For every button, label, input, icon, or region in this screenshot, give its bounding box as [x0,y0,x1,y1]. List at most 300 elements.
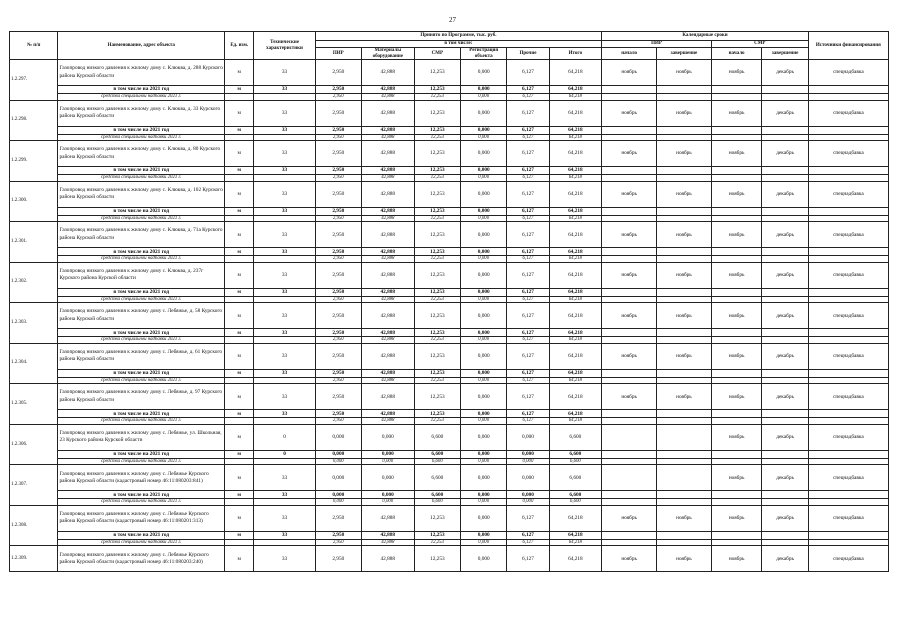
total-pir: 2,950 [315,167,361,175]
cell-pir-end [657,465,712,491]
cell-pir: 0,000 [315,424,361,450]
cell-unit: м [224,262,254,288]
fund-pir: 2,950 [315,134,361,141]
fund-reg: 0,000 [461,175,507,182]
cell-reg: 0,000 [461,424,507,450]
fund-other: 6,127 [507,134,549,141]
table-row [10,181,889,207]
fund-smr: 12,253 [414,337,460,344]
col-pir: ПИР [315,48,361,60]
cell-total: 6,600 [549,465,602,491]
empty-cell [711,369,762,377]
cell-reg: 0,000 [461,100,507,126]
total-smr: 12,253 [414,410,460,418]
cell-unit: м [224,546,254,572]
cell-unit: м [224,303,254,329]
cell-total: 64,218 [549,222,602,248]
special-fund-label: средства специальной надбавки 2021 г. [58,215,225,222]
total-pir: 2,950 [315,288,361,296]
total-reg: 0,000 [461,329,507,337]
cell-smr-start: ноябрь [711,465,762,491]
cell-mat: 0,000 [361,424,414,450]
fund-smr: 12,253 [414,539,460,546]
cell-source: спецнадбавка [808,262,888,288]
cell-other: 6,127 [507,546,549,572]
empty-cell [762,369,808,377]
cell-tech: 0 [254,424,315,450]
object-name: Газопровод низкого давления к жилому дому с. Клюква, д. 288 Курского района Курской области [58,60,225,86]
total-other: 6,127 [507,288,549,296]
fund-total: 64,218 [549,175,602,182]
total-tech: 33 [254,207,315,215]
cell-mat: 42,888 [361,222,414,248]
fund-smr: 12,253 [414,256,460,263]
total-mat: 42,888 [361,248,414,256]
cell-pir-start: ноябрь [602,343,657,369]
cell-mat: 42,888 [361,505,414,531]
cell-source: спецнадбавка [808,384,888,410]
empty-cell [711,167,762,175]
cell-tech: 33 [254,465,315,491]
cell-pir: 2,950 [315,303,361,329]
empty-cell [602,167,657,175]
total-smr: 12,253 [414,167,460,175]
fund-reg: 0,000 [461,337,507,344]
fund-reg: 0,000 [461,256,507,263]
total-smr: 12,253 [414,288,460,296]
total-unit: м [224,167,254,175]
table-row [10,465,889,491]
cell-mat: 42,888 [361,181,414,207]
cell-source: спецнадбавка [808,222,888,248]
object-name: Газопровод низкого давления к жилому дому с. Клюква, д. 80 Курского района Курской области [58,141,225,167]
cell-source: спецнадбавка [808,343,888,369]
total-other: 6,127 [507,531,549,539]
fund-reg: 0,000 [461,296,507,303]
table-row [10,222,889,248]
total-other: 6,127 [507,126,549,134]
total-unit: м [224,207,254,215]
fund-other: 6,127 [507,94,549,101]
cell-source: спецнадбавка [808,303,888,329]
total-tech: 33 [254,369,315,377]
cell-pir-start: ноябрь [602,100,657,126]
cell-pir-end: ноябрь [657,384,712,410]
empty-cell [762,491,808,499]
cell-other: 6,127 [507,262,549,288]
fund-total: 64,218 [549,539,602,546]
cell-tech: 33 [254,384,315,410]
total-2021-row [10,86,889,94]
fund-pir: 2,950 [315,377,361,384]
cell-total: 64,218 [549,384,602,410]
fund-other: 6,127 [507,175,549,182]
total-pir: 2,950 [315,86,361,94]
object-name: Газопровод низкого давления к жилому дому с. Лебяжье Курского района Курской области (кадастровый номер 46:11:080203:841) [58,465,225,491]
fund-mat: 42,888 [361,296,414,303]
total-2021-label: в том числе на 2021 год [58,329,225,337]
cell-total: 64,218 [549,100,602,126]
cell-pir: 2,950 [315,546,361,572]
col-program: Принято по Программе, тыс. руб. [315,32,602,41]
empty-cell [657,126,712,134]
total-tech: 33 [254,329,315,337]
empty-cell [808,369,888,377]
cell-tech: 33 [254,222,315,248]
cell-smr: 12,253 [414,141,460,167]
cell-reg: 0,000 [461,465,507,491]
fund-mat: 0,000 [361,458,414,465]
total-2021-row [10,167,889,175]
fund-total: 64,218 [549,256,602,263]
col-total: Итого [549,48,602,60]
cell-smr: 12,253 [414,60,460,86]
table-body [10,60,889,572]
cell-other: 6,127 [507,60,549,86]
fund-reg: 0,000 [461,377,507,384]
cell-reg: 0,000 [461,60,507,86]
total-unit: м [224,491,254,499]
cell-unit: м [224,100,254,126]
cell-smr: 12,253 [414,384,460,410]
cell-smr: 12,253 [414,546,460,572]
cell-smr-start: ноябрь [711,505,762,531]
total-other: 6,127 [507,369,549,377]
cell-smr-end: декабрь [762,303,808,329]
total-2021-row [10,410,889,418]
empty-cell [657,410,712,418]
cell-tech: 33 [254,60,315,86]
cell-pir: 2,950 [315,181,361,207]
cell-total: 64,218 [549,343,602,369]
cell-total: 64,218 [549,303,602,329]
cell-pir-start: ноябрь [602,384,657,410]
fund-other: 6,127 [507,418,549,425]
empty-cell [711,86,762,94]
total-total: 64,218 [549,531,602,539]
total-unit: м [224,248,254,256]
cell-pir: 2,950 [315,141,361,167]
empty-cell [657,450,712,458]
fund-total: 64,218 [549,94,602,101]
empty-cell [657,491,712,499]
total-other: 6,127 [507,86,549,94]
cell-pir: 2,950 [315,262,361,288]
special-fund-label: средства специальной надбавки 2021 г. [58,94,225,101]
cell-unit: м [224,384,254,410]
cell-unit: м [224,141,254,167]
row-number: 1.2.309. [10,546,58,572]
total-total: 64,218 [549,167,602,175]
total-other: 6,127 [507,248,549,256]
cell-reg: 0,000 [461,222,507,248]
fund-other: 0,000 [507,499,549,506]
cell-smr-start: ноябрь [711,100,762,126]
cell-pir: 2,950 [315,505,361,531]
total-total: 6,600 [549,491,602,499]
fund-pir: 2,950 [315,418,361,425]
cell-pir: 2,950 [315,384,361,410]
empty-cell [808,86,888,94]
cell-total: 64,218 [549,505,602,531]
row-number: 1.2.301. [10,222,58,263]
cell-other: 6,127 [507,343,549,369]
table-header [10,32,889,60]
total-2021-label: в том числе на 2021 год [58,531,225,539]
cell-pir-start: ноябрь [602,60,657,86]
cell-pir-start [602,424,657,450]
cell-source: спецнадбавка [808,100,888,126]
cell-source: спецнадбавка [808,505,888,531]
empty-cell [602,288,657,296]
total-mat: 42,888 [361,369,414,377]
fund-other: 6,127 [507,296,549,303]
fund-total: 64,218 [549,377,602,384]
empty-cell [657,207,712,215]
total-reg: 0,000 [461,450,507,458]
cell-smr-start: ноябрь [711,60,762,86]
col-other: Прочие [507,48,549,60]
objects-table [9,31,889,572]
total-pir: 2,950 [315,410,361,418]
fund-smr: 12,253 [414,175,460,182]
cell-smr-start: ноябрь [711,262,762,288]
fund-smr: 6,600 [414,499,460,506]
cell-mat: 42,888 [361,343,414,369]
cell-pir-end: ноябрь [657,546,712,572]
cell-smr: 12,253 [414,100,460,126]
fund-pir: 2,950 [315,175,361,182]
cell-smr-end: декабрь [762,546,808,572]
total-tech: 33 [254,410,315,418]
cell-smr-end: декабрь [762,384,808,410]
empty-cell [808,491,888,499]
object-name: Газопровод низкого давления к жилому дому с. Лебяжье, д. 61 Курского района Курской области [58,343,225,369]
special-fund-label: средства специальной надбавки 2021 г. [58,499,225,506]
total-reg: 0,000 [461,126,507,134]
total-reg: 0,000 [461,410,507,418]
cell-reg: 0,000 [461,546,507,572]
cell-other: 6,127 [507,384,549,410]
cell-smr-end: декабрь [762,141,808,167]
total-mat: 0,000 [361,491,414,499]
cell-tech: 33 [254,303,315,329]
empty-cell [762,86,808,94]
total-mat: 42,888 [361,167,414,175]
cell-mat: 42,888 [361,303,414,329]
table-row [10,100,889,126]
total-mat: 42,888 [361,531,414,539]
total-smr: 12,253 [414,531,460,539]
cell-pir: 2,950 [315,100,361,126]
cell-other: 6,127 [507,303,549,329]
fund-reg: 0,000 [461,499,507,506]
cell-smr-start: ноябрь [711,343,762,369]
col-cal-pir: ПИР [602,41,712,48]
total-2021-label: в том числе на 2021 год [58,167,225,175]
cell-unit: м [224,505,254,531]
cell-mat: 42,888 [361,60,414,86]
empty-cell [602,207,657,215]
total-reg: 0,000 [461,369,507,377]
col-source: Источники финансирования [808,32,888,60]
table-row [10,505,889,531]
row-number: 1.2.302. [10,262,58,303]
total-mat: 42,888 [361,207,414,215]
cell-pir-end: ноябрь [657,100,712,126]
empty-cell [602,248,657,256]
cell-pir: 2,950 [315,222,361,248]
total-mat: 42,888 [361,410,414,418]
cell-pir-start: ноябрь [602,505,657,531]
empty-cell [762,410,808,418]
cell-source: спецнадбавка [808,546,888,572]
fund-total: 64,218 [549,134,602,141]
total-other: 6,127 [507,329,549,337]
fund-mat: 42,888 [361,377,414,384]
cell-mat: 42,888 [361,384,414,410]
table-row [10,343,889,369]
cell-source: спецнадбавка [808,60,888,86]
cell-pir: 2,950 [315,343,361,369]
object-name: Газопровод низкого давления к жилому дому с. Клюква, д. 71а Курского района Курской области [58,222,225,248]
total-2021-label: в том числе на 2021 год [58,288,225,296]
empty-cell [602,86,657,94]
cell-smr-start: ноябрь [711,546,762,572]
table-row [10,303,889,329]
col-pir-end: завершение [657,48,712,60]
empty-cell [657,167,712,175]
total-smr: 12,253 [414,369,460,377]
object-name: Газопровод низкого давления к жилому дому с. Лебяжье, д. 97 Курского района Курской области [58,384,225,410]
table-row [10,60,889,86]
cell-pir-end: ноябрь [657,505,712,531]
col-calendar: Календарные сроки [602,32,809,41]
total-total: 64,218 [549,369,602,377]
fund-total: 6,600 [549,499,602,506]
cell-smr-start: ноябрь [711,222,762,248]
cell-pir: 0,000 [315,465,361,491]
special-fund-label: средства специальной надбавки 2021 г. [58,377,225,384]
total-mat: 42,888 [361,288,414,296]
special-fund-label: средства специальной надбавки 2021 г. [58,539,225,546]
cell-source: спецнадбавка [808,424,888,450]
total-unit: м [224,329,254,337]
object-name: Газопровод низкого давления к жилому дому с. Клюква, д. 237г Курского района Курской области [58,262,225,288]
cell-tech: 33 [254,100,315,126]
cell-unit: м [224,343,254,369]
cell-smr-end: декабрь [762,505,808,531]
cell-mat: 42,888 [361,262,414,288]
empty-cell [762,207,808,215]
fund-smr: 12,253 [414,418,460,425]
cell-other: 6,127 [507,141,549,167]
total-smr: 6,600 [414,450,460,458]
cell-smr-end: декабрь [762,222,808,248]
special-fund-label: средства специальной надбавки 2021 г. [58,256,225,263]
empty-cell [602,369,657,377]
total-mat: 42,888 [361,86,414,94]
cell-other: 6,127 [507,505,549,531]
empty-cell [602,531,657,539]
fund-reg: 0,000 [461,458,507,465]
total-reg: 0,000 [461,248,507,256]
empty-cell [602,126,657,134]
fund-mat: 42,888 [361,134,414,141]
cell-source: спецнадбавка [808,181,888,207]
cell-total: 64,218 [549,262,602,288]
total-2021-row [10,491,889,499]
page-number: 27 [449,16,456,24]
cell-pir-end: ноябрь [657,141,712,167]
cell-mat: 42,888 [361,546,414,572]
col-name: Наименование, адрес объекта [58,32,225,60]
total-mat: 42,888 [361,329,414,337]
cell-pir-start: ноябрь [602,181,657,207]
fund-mat: 42,888 [361,215,414,222]
total-pir: 2,950 [315,369,361,377]
col-cal-smr: СМР [711,41,808,48]
col-smr: СМР [414,48,460,60]
cell-smr-end: декабрь [762,60,808,86]
fund-total: 64,218 [549,337,602,344]
total-2021-row [10,248,889,256]
cell-smr-end: декабрь [762,181,808,207]
total-2021-label: в том числе на 2021 год [58,126,225,134]
total-2021-row [10,207,889,215]
total-smr: 12,253 [414,207,460,215]
total-2021-label: в том числе на 2021 год [58,207,225,215]
total-tech: 0 [254,450,315,458]
cell-tech: 33 [254,343,315,369]
fund-pir: 2,950 [315,539,361,546]
cell-tech: 33 [254,262,315,288]
empty-cell [762,450,808,458]
cell-tech: 33 [254,181,315,207]
empty-cell [657,288,712,296]
fund-reg: 0,000 [461,539,507,546]
cell-reg: 0,000 [461,262,507,288]
cell-pir-start: ноябрь [602,262,657,288]
fund-total: 6,600 [549,458,602,465]
total-unit: м [224,126,254,134]
cell-unit: м [224,181,254,207]
empty-cell [808,126,888,134]
empty-cell [657,531,712,539]
total-other: 0,000 [507,491,549,499]
special-fund-label: средства специальной надбавки 2021 г. [58,296,225,303]
cell-total: 64,218 [549,546,602,572]
cell-mat: 42,888 [361,100,414,126]
total-total: 64,218 [549,410,602,418]
empty-cell [711,329,762,337]
cell-source: спецнадбавка [808,465,888,491]
fund-pir: 2,950 [315,296,361,303]
cell-mat: 42,888 [361,141,414,167]
total-2021-row [10,329,889,337]
empty-cell [808,167,888,175]
fund-pir: 0,000 [315,499,361,506]
col-pir-start: начало [602,48,657,60]
empty-cell [602,410,657,418]
total-tech: 33 [254,167,315,175]
cell-pir: 2,950 [315,60,361,86]
cell-pir-end: ноябрь [657,181,712,207]
total-reg: 0,000 [461,288,507,296]
total-pir: 2,950 [315,531,361,539]
cell-smr: 12,253 [414,303,460,329]
row-number: 1.2.307. [10,465,58,506]
